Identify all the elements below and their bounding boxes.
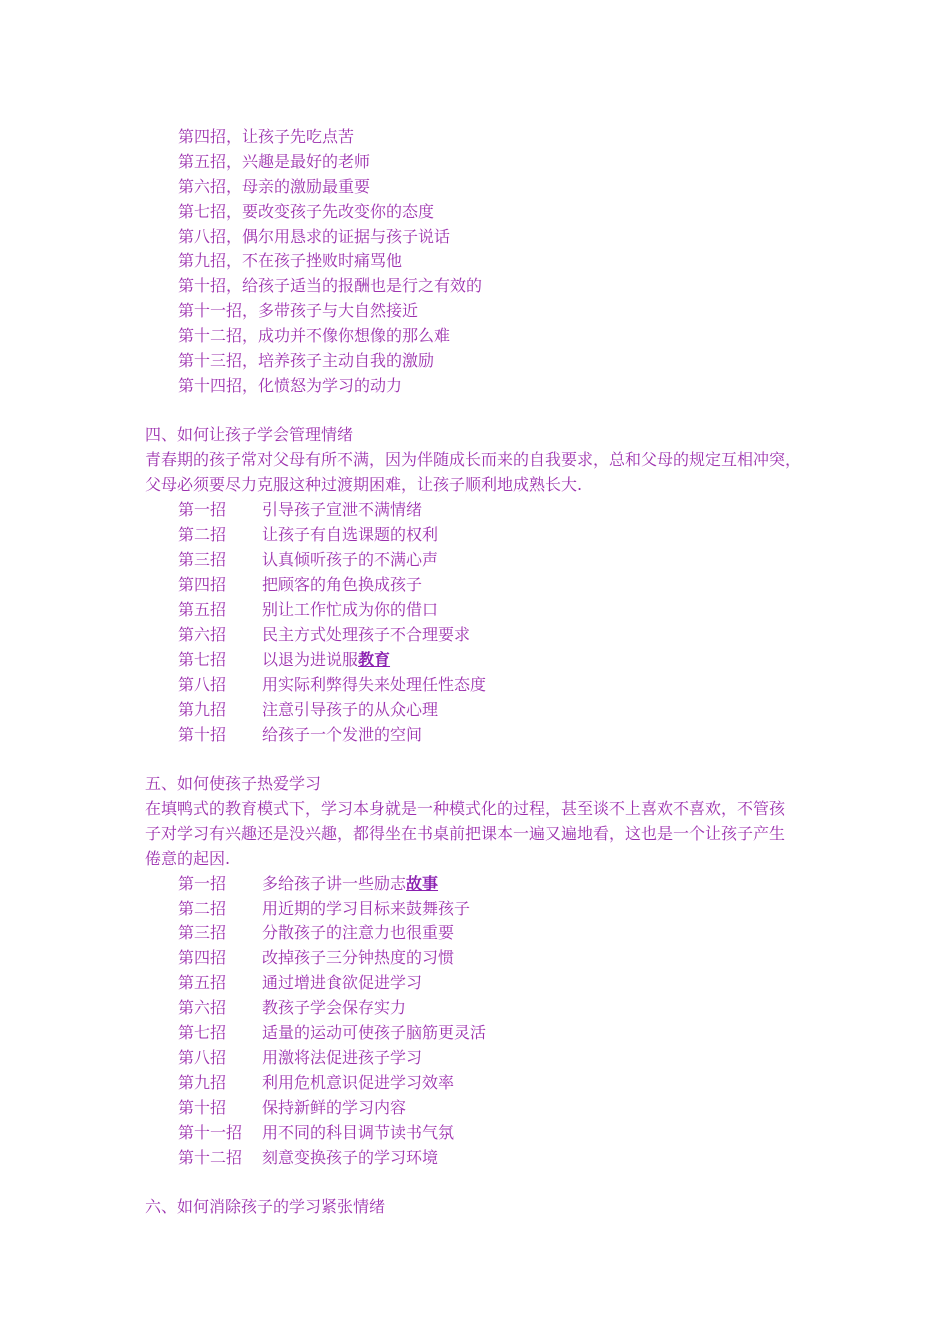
item-text: 教孩子学会保存实力 — [262, 998, 407, 1017]
section5-item — [178, 871, 438, 896]
item-label: 第十招 — [178, 725, 227, 744]
section4-item — [178, 647, 390, 672]
item-text: 通过增进食欲促进学习 — [262, 973, 423, 992]
item-label: 第四招 — [178, 948, 227, 967]
item-text: 让孩子有自选课题的权利 — [262, 525, 439, 544]
item-label: 第九招 — [178, 700, 227, 719]
section4-intro-line: 父母必须要尽力克服这种过渡期困难，让孩子顺利地成熟长大. — [145, 475, 583, 494]
item-text: 认真倾听孩子的不满心声 — [262, 550, 439, 569]
item-label: 第四招 — [178, 575, 227, 594]
section4-item — [178, 572, 422, 597]
section3-item: 第八招，偶尔用恳求的证据与孩子说话 — [178, 227, 451, 246]
item-text: 多给孩子讲一些励志 — [262, 874, 407, 893]
item-text: 引导孩子宣泄不满情绪 — [262, 500, 423, 519]
item-label: 第十一招 — [178, 1123, 243, 1142]
item-text: 适量的运动可使孩子脑筋更灵活 — [262, 1023, 487, 1042]
section5-item — [178, 995, 406, 1020]
section5-intro-line: 倦意的起因. — [145, 849, 231, 868]
item-label: 第二招 — [178, 525, 227, 544]
item-text: 给孩子一个发泄的空间 — [262, 725, 423, 744]
section4-item — [178, 622, 470, 647]
item-text: 民主方式处理孩子不合理要求 — [262, 625, 471, 644]
section4-item — [178, 697, 438, 722]
item-text: 用激将法促进孩子学习 — [262, 1048, 423, 1067]
section5-item — [178, 1095, 406, 1120]
item-text: 分散孩子的注意力也很重要 — [262, 923, 455, 942]
section4-item — [178, 497, 422, 522]
item-label: 第七招 — [178, 650, 227, 669]
section5-intro-line: 在填鸭式的教育模式下，学习本身就是一种模式化的过程，甚至谈不上喜欢不喜欢，不管孩 — [145, 799, 786, 818]
section4-heading: 四、如何让孩子学会管理情绪 — [145, 425, 354, 444]
section3-item: 第九招，不在孩子挫败时痛骂他 — [178, 251, 403, 270]
section4-item — [178, 597, 438, 622]
item-text: 注意引导孩子的从众心理 — [262, 700, 439, 719]
section4-item — [178, 547, 438, 572]
story-link[interactable]: 故事 — [406, 874, 439, 893]
section5-item — [178, 896, 470, 921]
item-text: 以退为进说服 — [262, 650, 359, 669]
section5-item — [178, 970, 422, 995]
item-text: 刻意变换孩子的学习环境 — [262, 1148, 439, 1167]
item-label: 第十二招 — [178, 1148, 243, 1167]
section5-item — [178, 1120, 454, 1145]
item-label: 第二招 — [178, 899, 227, 918]
item-text: 改掉孩子三分钟热度的习惯 — [262, 948, 455, 967]
education-link[interactable]: 教育 — [358, 650, 391, 669]
section4-item — [178, 722, 422, 747]
section5-intro-line: 子对学习有兴趣还是没兴趣，都得坐在书桌前把课本一遍又遍地看，这也是一个让孩子产生 — [145, 824, 786, 843]
item-label: 第十招 — [178, 1098, 227, 1117]
item-label: 第八招 — [178, 1048, 227, 1067]
section3-item: 第十四招，化愤怒为学习的动力 — [178, 376, 403, 395]
item-text: 用实际利弊得失来处理任性态度 — [262, 675, 487, 694]
item-label: 第三招 — [178, 923, 227, 942]
section3-item: 第四招，让孩子先吃点苦 — [178, 127, 355, 146]
section5-heading: 五、如何使孩子热爱学习 — [145, 774, 322, 793]
item-label: 第九招 — [178, 1073, 227, 1092]
section3-item: 第十三招，培养孩子主动自我的激励 — [178, 351, 435, 370]
item-label: 第六招 — [178, 998, 227, 1017]
section6-heading: 六、如何消除孩子的学习紧张情绪 — [145, 1197, 386, 1216]
item-label: 第一招 — [178, 874, 227, 893]
item-label: 第六招 — [178, 625, 227, 644]
item-label: 第七招 — [178, 1023, 227, 1042]
item-label: 第一招 — [178, 500, 227, 519]
section3-item: 第十二招，成功并不像你想像的那么难 — [178, 326, 451, 345]
section4-item — [178, 522, 438, 547]
item-text: 用不同的科目调节读书气氛 — [262, 1123, 455, 1142]
section5-item — [178, 1045, 422, 1070]
section3-item: 第七招，要改变孩子先改变你的态度 — [178, 202, 435, 221]
section4-intro-line: 青春期的孩子常对父母有所不满，因为伴随成长而来的自我要求，总和父母的规定互相冲突， — [145, 450, 802, 469]
item-text: 用近期的学习目标来鼓舞孩子 — [262, 899, 471, 918]
section5-item — [178, 1145, 438, 1170]
section5-item — [178, 920, 454, 945]
section5-item — [178, 1020, 486, 1045]
item-text: 保持新鲜的学习内容 — [262, 1098, 407, 1117]
item-label: 第三招 — [178, 550, 227, 569]
item-label: 第五招 — [178, 973, 227, 992]
section3-item: 第十一招，多带孩子与大自然接近 — [178, 301, 419, 320]
section3-item: 第六招，母亲的激励最重要 — [178, 177, 371, 196]
item-label: 第八招 — [178, 675, 227, 694]
item-text: 把顾客的角色换成孩子 — [262, 575, 423, 594]
item-text: 别让工作忙成为你的借口 — [262, 600, 439, 619]
section3-item: 第五招，兴趣是最好的老师 — [178, 152, 371, 171]
section4-item — [178, 672, 486, 697]
item-label: 第五招 — [178, 600, 227, 619]
section5-item — [178, 945, 454, 970]
section3-item: 第十招，给孩子适当的报酬也是行之有效的 — [178, 276, 483, 295]
section5-item — [178, 1070, 454, 1095]
item-text: 利用危机意识促进学习效率 — [262, 1073, 455, 1092]
